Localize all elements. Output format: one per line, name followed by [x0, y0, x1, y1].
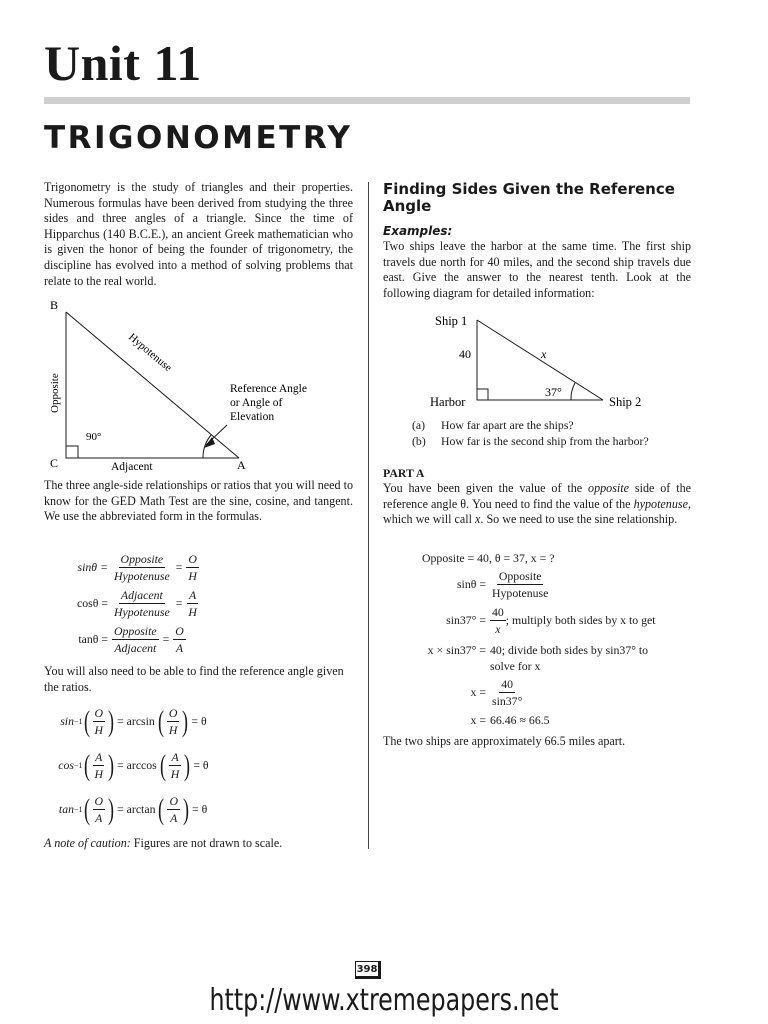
unit-title: Unit 11 [44, 35, 202, 91]
right-angle-marker [66, 446, 78, 458]
cosine-symbol-fraction [186, 588, 199, 619]
equals-theta: = θ [192, 802, 208, 816]
tangent-symbol-denominator: A [175, 641, 184, 655]
inverse-exponent: −1 [74, 805, 83, 814]
solution-given: Opposite = 40, θ = 37, x = ? [422, 551, 555, 565]
tangent-lhs: tanθ = [78, 632, 108, 646]
cosine-formula [44, 588, 203, 619]
arccos-denominator: H [170, 767, 180, 781]
sine-symbol-numerator: O [188, 552, 197, 566]
cosine-lhs: cosθ = [77, 596, 108, 610]
solution-step-5 [420, 713, 550, 728]
part-a-text: , which we will call [383, 496, 691, 527]
step1-numerator: Opposite [498, 569, 542, 583]
solution-step-2 [420, 605, 656, 636]
step3-lhs: x × sin37° = [427, 643, 486, 657]
header-rule [44, 97, 690, 104]
harbor-label: Harbor [430, 395, 466, 409]
question-text: How far apart are the ships? [441, 418, 574, 432]
part-a-opposite: opposite [588, 481, 630, 495]
part-a-heading: PART A [383, 466, 425, 480]
right-angle-label: 90° [86, 431, 102, 443]
question-b [412, 434, 649, 450]
sine-denominator: Hypotenuse [114, 569, 170, 583]
relationships-paragraph: The three angle-side relationships or ratios that you will need to know for the GED Math Test are the sine, cosine, and tangent. We use the abbreviated form in the formulas. [44, 478, 353, 524]
ship2-label: Ship 2 [609, 395, 642, 409]
hypotenuse-x-label: x [541, 347, 547, 361]
inverse-cosine-formula: cos −1 ( $\frac{A}{H}$ ) = arccos ( $\frac{A}{H}$ ) = θ [44, 750, 213, 781]
inverse-cosine-name: cos [58, 758, 74, 772]
question-label: (b) [412, 433, 426, 448]
caution-note [44, 836, 353, 852]
inverse-cosine-numerator: A [95, 750, 103, 764]
part-a-paragraph [383, 481, 691, 528]
vertex-c: C [50, 456, 59, 470]
solution-step-3 [400, 643, 648, 674]
inverse-tangent-name: tan [58, 802, 74, 816]
sine-lhs: sinθ = [77, 560, 108, 574]
equals-sign: = [175, 596, 183, 610]
arcsin-label: = arcsin [117, 714, 155, 728]
inverse-sine-numerator: O [94, 706, 104, 720]
arccos-numerator: A [171, 750, 179, 764]
tangent-numerator: Opposite [114, 624, 157, 638]
inverse-exponent: −1 [74, 717, 83, 726]
arcsin-numerator: O [168, 706, 178, 720]
equals-theta: = θ [191, 714, 207, 728]
question-a [412, 418, 649, 434]
inverse-sine-formula: sin −1 ( $\frac{O}{H}$ ) = arcsin ( $\frac{O}{H}$ ) = θ [44, 706, 211, 737]
footer-url[interactable]: http://www.xtremepapers.net [209, 983, 559, 1018]
adjacent-label: Adjacent [111, 461, 153, 473]
inverse-exponent: −1 [74, 761, 83, 770]
step5-lhs: x = [470, 713, 486, 727]
equals-theta: = θ [193, 758, 209, 772]
questions-list [412, 418, 649, 449]
arccos-label: = arccos [117, 758, 157, 772]
part-a-text: You have been given the value of the [383, 481, 589, 495]
step2-numerator: 40 [492, 605, 504, 619]
part-a-text: side of the reference angle θ. You need to find the value of the [383, 481, 691, 511]
sine-symbol-fraction [186, 552, 199, 583]
step3-rhs-continued: solve for x [490, 658, 541, 673]
sine-numerator: Opposite [120, 552, 164, 566]
inverse-tangent-formula: tan −1 ( $\frac{O}{A}$ ) = arctan ( $\frac{O}{A}$ ) = θ [44, 794, 211, 825]
caution-label: A note of caution: [44, 836, 131, 850]
examples-label: Examples: [383, 224, 453, 238]
page-number: 398 [355, 961, 381, 979]
triangle-diagram [44, 296, 356, 476]
inverse-cosine-denominator: H [94, 767, 104, 781]
step1-denominator: Hypotenuse [492, 586, 549, 600]
main-title: TRIGONOMETRY [44, 120, 353, 156]
equals-sign: = [175, 560, 183, 574]
inverse-tangent-numerator: O [94, 794, 104, 808]
step4-lhs: x = [470, 685, 486, 699]
inverse-sine-name: sin [60, 714, 74, 728]
step1-lhs: sinθ = [456, 577, 486, 591]
tangent-formula [44, 624, 190, 655]
question-label: (a) [412, 418, 426, 432]
part-a-x: x [475, 512, 481, 527]
solution-step-4 [420, 677, 528, 708]
hypotenuse-label: Hypotenuse [126, 331, 175, 375]
tangent-symbol-numerator: O [175, 624, 184, 638]
cosine-numerator: Adjacent [120, 588, 163, 602]
step4-numerator: 40 [501, 677, 514, 691]
vertex-b: B [50, 298, 59, 312]
inverse-sine-denominator: H [94, 723, 104, 737]
cosine-symbol-numerator: A [189, 588, 197, 602]
sine-symbol-denominator: H [188, 569, 197, 583]
part-a-text: . So we need to use the sine relationship. [480, 512, 678, 527]
cosine-denominator: Hypotenuse [114, 605, 170, 619]
problem-paragraph: Two ships leave the harbor at the same time. The first ship travels due north for 40 miles, and the second ship travels due east. Give the answer to the nearest tenth. Look at the following diagram for detailed information: [383, 239, 691, 300]
section-heading: Finding Sides Given the Reference Angle [383, 180, 675, 215]
reference-angle-label-1: Reference Angle [230, 383, 307, 395]
solution-step-1 [420, 569, 554, 600]
step3-rhs: 40; divide both sides by sin37° to [490, 643, 649, 657]
question-text: How far is the second ship from the harbor? [441, 433, 649, 448]
arctan-label: = arctan [117, 802, 156, 816]
sine-formula [44, 552, 203, 583]
north-distance-label: 40 [459, 347, 471, 361]
angle-label: 37° [545, 385, 562, 399]
column-divider [368, 182, 369, 849]
ship1-label: Ship 1 [435, 314, 468, 328]
distance-side [477, 320, 603, 400]
tangent-denominator: Adjacent [114, 641, 157, 655]
intro-paragraph: Trigonometry is the study of triangles and their properties. Numerous formulas have been derived from studying the three sides and three angles of a triangle. Since the time of Hipparchus (140 B.C.E.), an ancient Greek mathematician who is given the honor of being the founder of trigonometry, the discipline has evolved into a method of solving problems that relate to the real world. [44, 180, 353, 288]
vertex-a: A [237, 458, 246, 472]
cosine-word-fraction [112, 588, 172, 619]
tangent-symbol-fraction [173, 624, 186, 655]
inverse-tangent-denominator: A [95, 811, 103, 825]
angle-arc [571, 383, 575, 400]
sine-word-fraction [112, 552, 172, 583]
caution-text: Figures are not drawn to scale. [130, 836, 283, 850]
cosine-symbol-denominator: H [188, 605, 197, 619]
step2-lhs: sin37° = [446, 613, 486, 627]
equals-sign: = [162, 632, 170, 646]
conclusion-paragraph: The two ships are approximately 66.5 miles apart. [383, 734, 626, 748]
step2-note: ; multiply both sides by x to get [505, 613, 656, 627]
tangent-word-fraction [112, 624, 159, 655]
ships-diagram [425, 308, 655, 414]
arctan-denominator: A [170, 811, 178, 825]
step4-denominator: sin37° [492, 694, 523, 708]
reference-angle-label-2: or Angle of [230, 397, 283, 409]
right-angle-marker [477, 389, 488, 400]
part-a-hypotenuse: hypotenuse [633, 496, 688, 511]
arcsin-denominator: H [168, 723, 178, 737]
step5-rhs: 66.46 ≈ 66.5 [490, 713, 550, 727]
opposite-label: Opposite [49, 373, 61, 413]
arctan-numerator: O [169, 794, 178, 808]
reference-angle-label-3: Elevation [230, 411, 275, 423]
reference-angle-paragraph: You will also need to be able to find the reference angle given the ratios. [44, 664, 344, 694]
step2-denominator: x [495, 622, 501, 636]
